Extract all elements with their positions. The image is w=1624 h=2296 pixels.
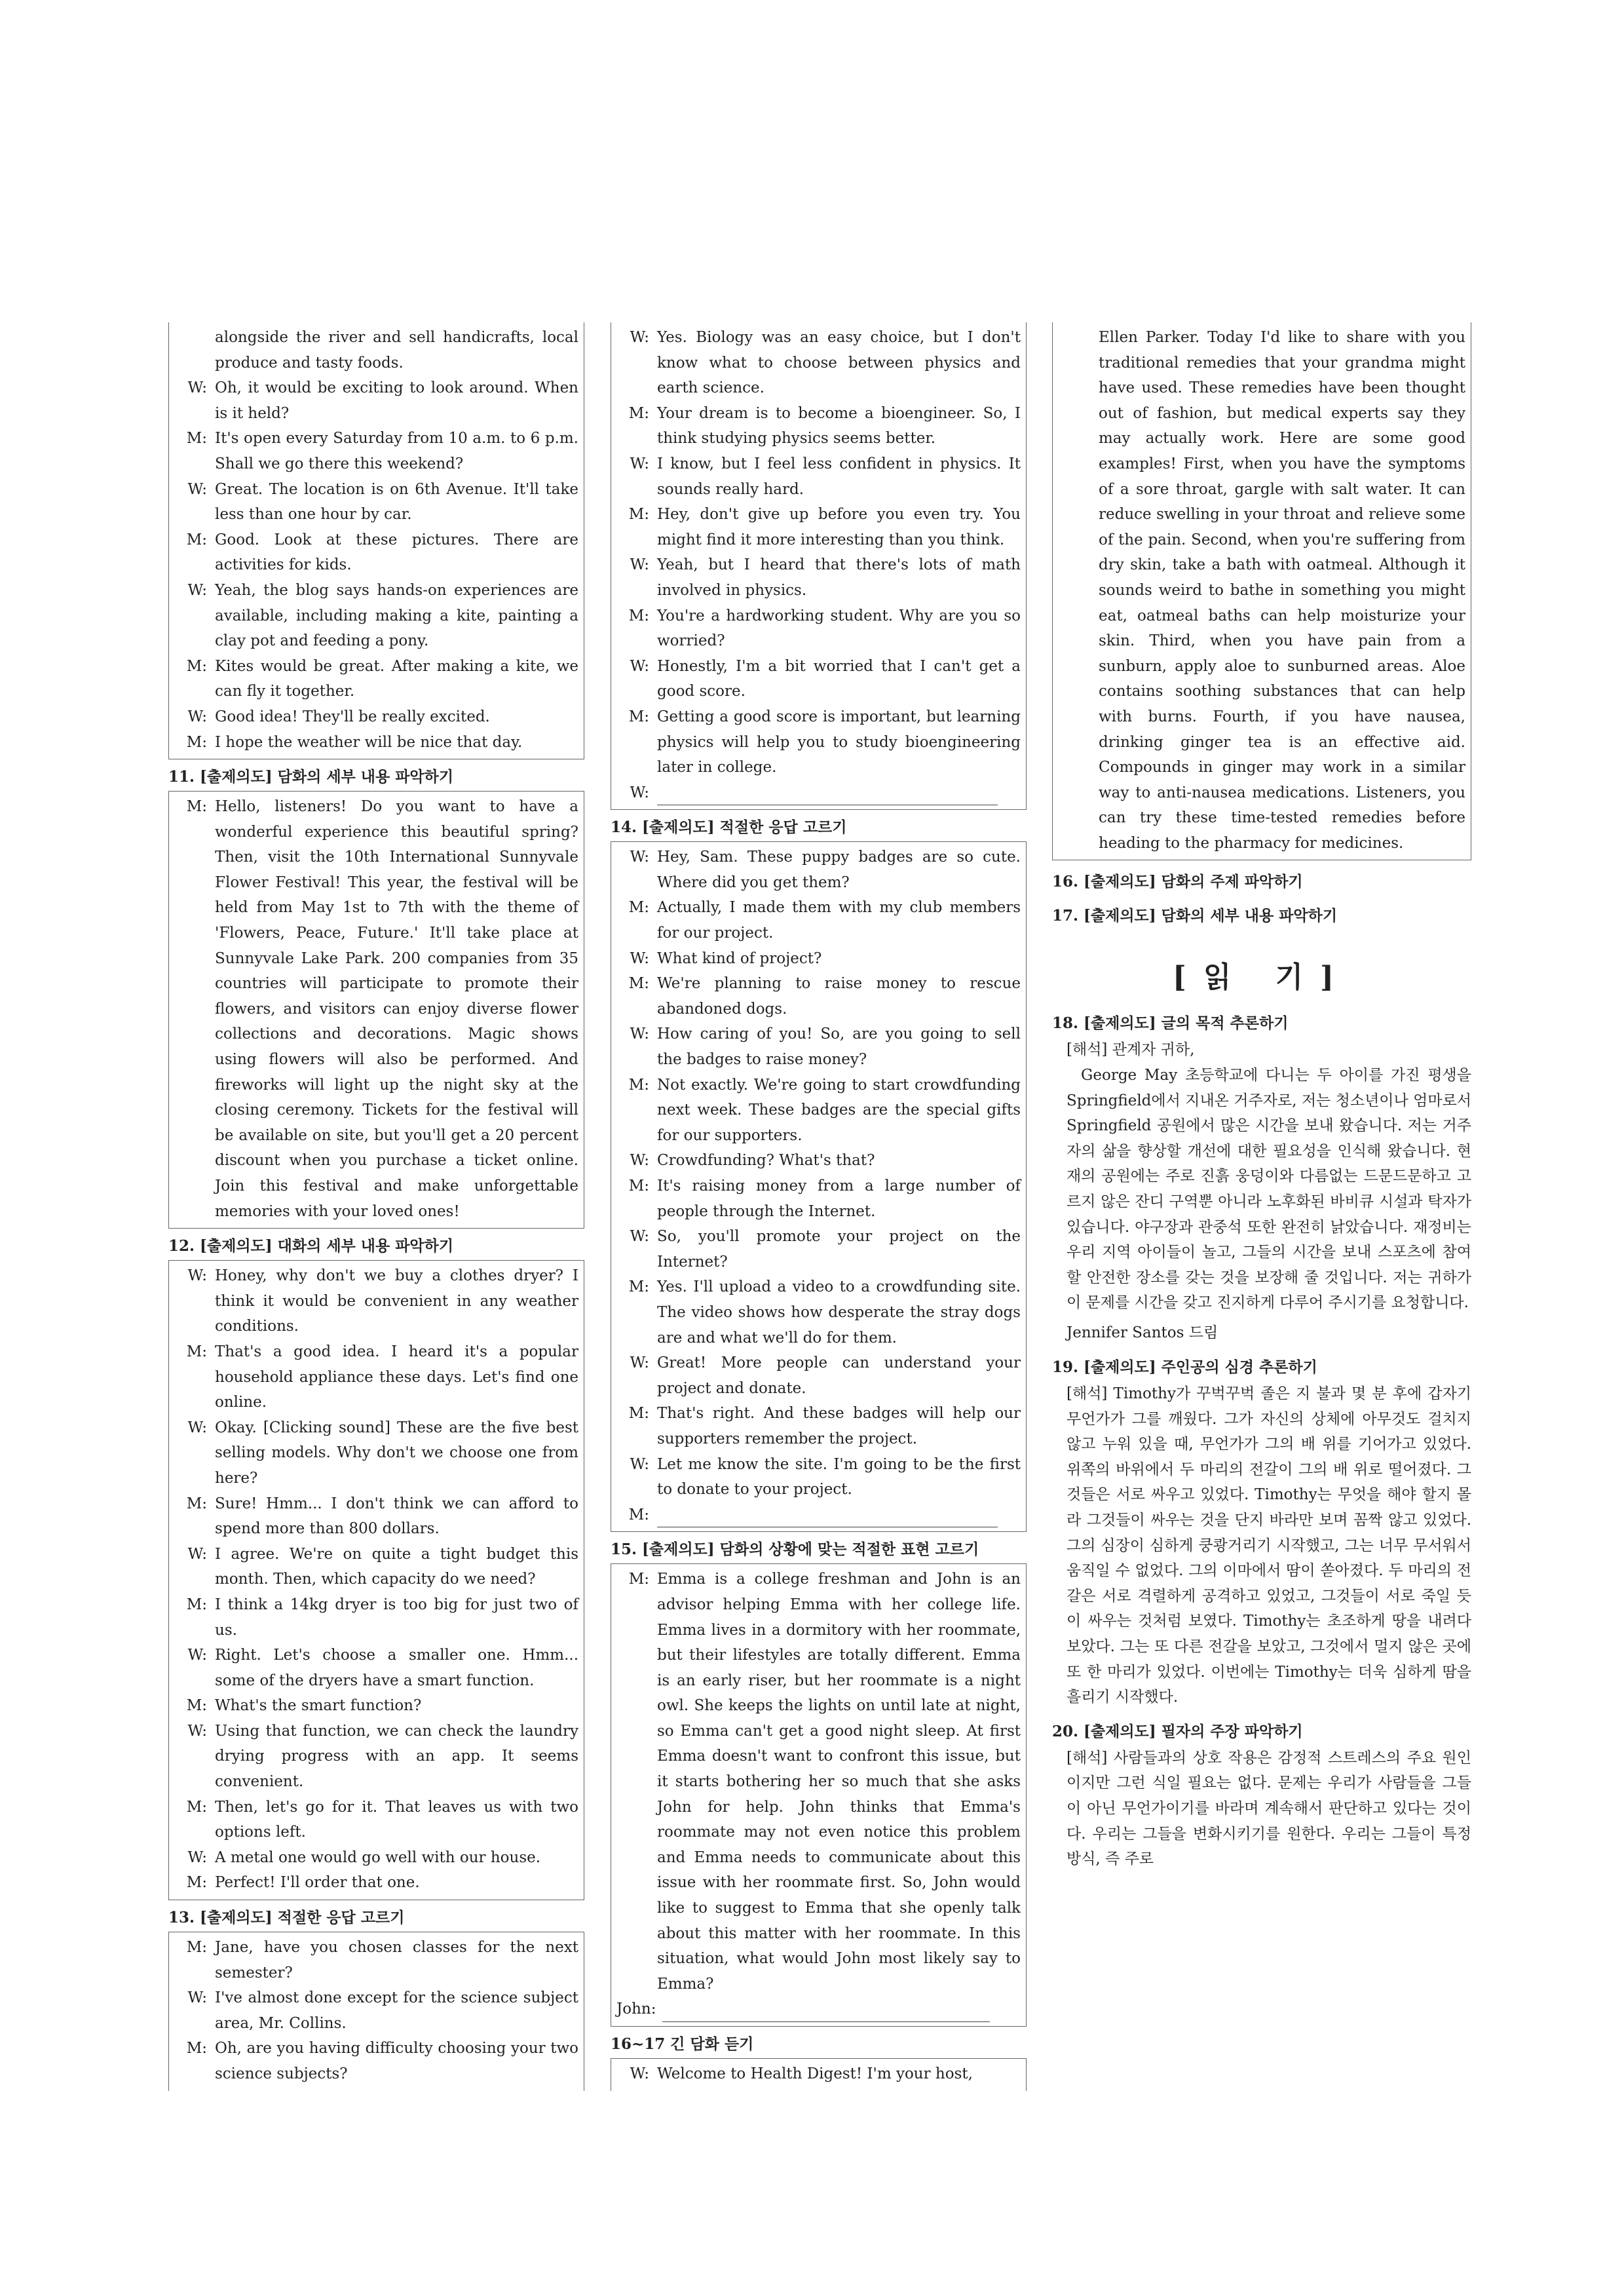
dialogue-text: How caring of you! So, are you going to sell the badges to raise money? bbox=[657, 1025, 1021, 1069]
dialogue-box-10 bbox=[168, 322, 584, 759]
column-right bbox=[1052, 322, 1471, 1872]
dialogue-line bbox=[616, 654, 1021, 704]
speaker-label: W: bbox=[630, 1455, 649, 1473]
dialogue-text: It's open every Saturday from 10 a.m. to 6 p.m. Shall we go there this weekend? bbox=[215, 430, 578, 472]
speaker-label: W: bbox=[630, 556, 649, 574]
dialogue-line bbox=[616, 552, 1021, 603]
speaker-label: M: bbox=[186, 1343, 207, 1360]
question-heading-11: 11. [출제의도] 담화의 세부 내용 파악하기 bbox=[168, 768, 454, 786]
question-heading-16-17: 16~17 긴 담화 듣기 bbox=[611, 2035, 754, 2053]
dialogue-text: What kind of project? bbox=[657, 949, 822, 967]
speaker-label: W: bbox=[630, 1354, 649, 1372]
speaker-label bbox=[1058, 325, 1099, 856]
dialogue-text: Good. Look at these pictures. There are activities for kids. bbox=[215, 531, 578, 574]
dialogue-box-14 bbox=[611, 841, 1027, 1532]
speaker-label: W: bbox=[187, 379, 207, 397]
dialogue-line bbox=[174, 1592, 578, 1643]
dialogue-line bbox=[616, 1174, 1021, 1224]
question-heading-14: 14. [출제의도] 적절한 응답 고르기 bbox=[611, 818, 847, 837]
dialogue-text: Not exactly. We're going to start crowdfunding next week. These badges are the special gifts for our supporters. bbox=[657, 1076, 1021, 1144]
dialogue-text: Yeah, but I heard that there's lots of math involved in physics. bbox=[657, 556, 1021, 599]
speaker-label: W: bbox=[187, 708, 207, 725]
speaker-label: M: bbox=[186, 1798, 207, 1816]
dialogue-text: What's the smart function? bbox=[215, 1697, 422, 1715]
speaker-label: M: bbox=[628, 506, 649, 524]
dialogue-text: Sure! Hmm... I don't think we can afford to spend more than 800 dollars. bbox=[215, 1495, 578, 1538]
dialogue-line bbox=[174, 325, 578, 375]
blank-line bbox=[662, 2007, 990, 2022]
dialogue-text: Hello, listeners! Do you want to have a wonderful experience this beautiful spring? Then, visit the 10th International Sunnyvale Flower Festival! This year, the festival will be held from May 1st to 7th with the theme of 'Flowers, Peace, Future.' It'll take place at Sunnyvale Lake Park. 200 companies from 35 countries will participate to promote their flowers, and visitors can enjoy diverse flower collections and decorations. Magic shows using flowers will also be performed. And fireworks will light up the night sky at the closing ceremony. Tickets for the festival will be available on site, but you'll get a 20 percent discount when you purchase a ticket online. Join this festival and make unforgettable memories with your loved ones! bbox=[215, 798, 578, 1220]
column-left bbox=[168, 322, 584, 2091]
answer-blank-13 bbox=[616, 780, 1021, 806]
dialogue-line bbox=[174, 426, 578, 476]
speaker-label: M: bbox=[628, 1506, 649, 1523]
dialogue-line bbox=[174, 1935, 578, 1985]
explanation-18-salutation: [해석] 관계자 귀하, bbox=[1067, 1041, 1195, 1059]
answer-blank-14 bbox=[616, 1502, 1021, 1528]
speaker-label: W: bbox=[187, 480, 207, 498]
dialogue-text: I've almost done except for the science subject area, Mr. Collins. bbox=[215, 1989, 578, 2032]
blank-line bbox=[657, 790, 998, 805]
speaker-label: W: bbox=[630, 657, 649, 675]
section-title-reading: [읽 기] bbox=[1173, 961, 1351, 995]
dialogue-line bbox=[616, 1452, 1021, 1502]
dialogue-line bbox=[616, 401, 1021, 451]
speaker-label: M: bbox=[628, 1076, 649, 1094]
speaker-label: M: bbox=[628, 404, 649, 422]
speaker-label: M: bbox=[186, 1874, 207, 1892]
dialogue-line bbox=[174, 477, 578, 527]
dialogue-text: Okay. [Clicking sound] These are the five best selling models. Why don't we choose one from here? bbox=[215, 1419, 578, 1487]
dialogue-line bbox=[616, 845, 1021, 895]
explanation-19: [해석] Timothy가 꾸벅꾸벅 졸은 지 불과 몇 분 후에 갑자기 무언가가 그를 깨웠다. 그가 자신의 상체에 아무것도 걸치지 않고 누워 있을 때, 무언가가 그의 배 위를 기어가고 있었다. 위쪽의 바위에서 두 마리의 전갈이 그의 배 위로 떨어졌다. 그것들은 서로 싸우고 있었다. Timothy는 무엇을 해야 할지 몰라 그것들이 싸우는 것을 단지 바라만 보며 꼼짝 않고 있었다. 그의 심장이 심하게 쿵쾅거리기 시작했고, 그는 너무 무서워서 움직일 수 없었다. 그의 이마에서 땀이 쏟아졌다. 두 마리의 전갈은 서로 격렬하게 공격하고 있었고, 그것들이 서로 죽일 듯이 싸우는 것처럼 보였다. Timothy는 초조하게 땅을 내려다보았다. 그는 또 다른 전갈을 보았고, 그것에서 멀지 않은 곳에 또 한 마리가 있었다. 이번에는 Timothy는 더욱 심하게 땀을 흘리기 시작했다. bbox=[1067, 1385, 1471, 1706]
speaker-label: M: bbox=[628, 1571, 649, 1588]
speaker-label: W: bbox=[187, 1647, 207, 1664]
speaker-label: M: bbox=[628, 975, 649, 993]
speaker-label: W: bbox=[187, 1545, 207, 1563]
dialogue-line bbox=[174, 1985, 578, 2036]
speaker-label: M: bbox=[628, 708, 649, 725]
dialogue-lines bbox=[616, 1567, 1021, 1997]
speaker-label: M: bbox=[628, 1405, 649, 1423]
dialogue-line bbox=[616, 1350, 1021, 1401]
dialogue-box-16-17-cont bbox=[1052, 322, 1471, 860]
speaker-label: W: bbox=[630, 329, 649, 346]
dialogue-line bbox=[174, 1845, 578, 1871]
speaker-label: M: bbox=[186, 1939, 207, 1957]
dialogue-line bbox=[1058, 325, 1465, 856]
dialogue-line bbox=[616, 1022, 1021, 1072]
speaker-label: M: bbox=[628, 1177, 649, 1195]
dialogue-line bbox=[174, 1870, 578, 1896]
explanation-18-body: George May 초등학교에 다니는 두 아이를 가진 평생을 Springfield에서 지내온 거주자로, 저는 청소년이나 엄마로서 Springfield 공원에서 많은 시간을 보내 왔습니다. 저는 거주자의 삶을 향상할 개선에 대한 필요성을 인식해 왔습니다. 현재의 공원에는 주로 진흙 웅덩이와 다름없는 드문드문하고 고르지 않은 잔디 구역뿐 아니라 노후화된 바비큐 시설과 탁자가 있습니다. 야구장과 관중석 또한 완전히 낡았습니다. 재정비는 우리 지역 아이들이 놀고, 그들의 시간을 보내 스포츠에 참여할 안전한 장소를 갖는 것을 보장해 줄 것입니다. 저는 귀하가 이 문제를 시간을 갖고 진지하게 다루어 주시기를 요청합니다. bbox=[1067, 1067, 1471, 1312]
speaker-label: W: bbox=[630, 2065, 649, 2082]
dialogue-box-13 bbox=[168, 1932, 584, 2091]
speaker-label: M: bbox=[186, 1596, 207, 1613]
dialogue-text: Hey, don't give up before you even try. You might find it more interesting than you think. bbox=[657, 506, 1021, 548]
speaker-label: W: bbox=[187, 1722, 207, 1740]
dialogue-text: We're planning to raise money to rescue abandoned dogs. bbox=[657, 975, 1021, 1018]
speaker-label: M: bbox=[186, 2040, 207, 2057]
speaker-label: W: bbox=[187, 581, 207, 599]
explanation-20: [해석] 사람들과의 상호 작용은 감정적 스트레스의 주요 원인이지만 그런 식일 필요는 없다. 문제는 우리가 사람들을 그들이 아닌 무언가이기를 바라며 계속해서 판단하고 있다는 것이다. 우리는 그들을 변화시키기를 원한다. 우리는 그들이 특정 방식, 즉 주로 bbox=[1067, 1749, 1471, 1868]
dialogue-line bbox=[174, 730, 578, 756]
dialogue-box-15 bbox=[611, 1563, 1027, 2027]
speaker-label: M: bbox=[186, 1495, 207, 1512]
speaker-label: M: bbox=[628, 1278, 649, 1296]
dialogue-line bbox=[616, 1073, 1021, 1149]
dialogue-line bbox=[174, 794, 578, 1224]
dialogue-text: Welcome to Health Digest! I'm your host, bbox=[657, 2065, 973, 2082]
dialogue-text: Hey, Sam. These puppy badges are so cute. Where did you get them? bbox=[657, 849, 1021, 891]
speaker-label: W: bbox=[630, 1228, 649, 1246]
answer-blank-15 bbox=[616, 1997, 1021, 2022]
dialogue-text: I hope the weather will be nice that day. bbox=[215, 733, 523, 751]
dialogue-text: Right. Let's choose a smaller one. Hmm... some of the dryers have a smart function. bbox=[215, 1647, 578, 1689]
dialogue-line bbox=[616, 451, 1021, 502]
dialogue-line bbox=[616, 2061, 1021, 2087]
dialogue-text: Yeah, the blog says hands-on experiences are available, including making a kite, painting a clay pot and feeding a pony. bbox=[215, 581, 578, 650]
dialogue-line bbox=[616, 325, 1021, 401]
dialogue-line bbox=[616, 1567, 1021, 1997]
speaker-label: M: bbox=[186, 798, 207, 816]
dialogue-text: That's right. And these badges will help our supporters remember the project. bbox=[657, 1405, 1021, 1447]
question-heading-16: 16. [출제의도] 담화의 주제 파악하기 bbox=[1052, 873, 1303, 891]
dialogue-line bbox=[616, 1401, 1021, 1451]
dialogue-line bbox=[616, 502, 1021, 552]
dialogue-line bbox=[616, 1148, 1021, 1174]
dialogue-text: You're a hardworking student. Why are you so worried? bbox=[657, 607, 1021, 650]
speaker-label bbox=[174, 325, 215, 375]
question-heading-19: 19. [출제의도] 주인공의 심경 추론하기 bbox=[1052, 1358, 1317, 1376]
dialogue-text: Jane, have you chosen classes for the next semester? bbox=[215, 1939, 578, 1981]
dialogue-line bbox=[616, 603, 1021, 654]
speaker-label: W: bbox=[630, 455, 649, 472]
speaker-label: M: bbox=[186, 1697, 207, 1715]
dialogue-lines bbox=[616, 325, 1021, 780]
dialogue-line bbox=[174, 1719, 578, 1795]
question-heading-20: 20. [출제의도] 필자의 주장 파악하기 bbox=[1052, 1722, 1303, 1740]
speaker-label: M: bbox=[186, 657, 207, 675]
speaker-label: W: bbox=[187, 1267, 207, 1285]
dialogue-text: I agree. We're on quite a tight budget this month. Then, which capacity do we need? bbox=[215, 1545, 578, 1588]
dialogue-box-11 bbox=[168, 791, 584, 1229]
dialogue-line bbox=[616, 971, 1021, 1022]
dialogue-line bbox=[174, 1643, 578, 1693]
speaker-label: John: bbox=[616, 2000, 656, 2018]
question-heading-15: 15. [출제의도] 담화의 상황에 맞는 적절한 표현 고르기 bbox=[611, 1540, 979, 1559]
dialogue-text: A metal one would go well with our house. bbox=[215, 1848, 541, 1866]
question-heading-18: 18. [출제의도] 글의 목적 추론하기 bbox=[1052, 1014, 1289, 1033]
dialogue-text: Ellen Parker. Today I'd like to share with you traditional remedies that your grandma might have used. These remedies have been thought out of fashion, but medical experts say they may actually work. Here are some good examples! First, when you have the symptoms of a sore throat, gargle with salt water. It can reduce swelling in your throat and relieve some of the pain. Second, when you're suffering from dry skin, take a bath with oatmeal. Although it sounds weird to bathe in something you might eat, oatmeal baths can help moisturize your skin. Third, when you have pain from a sunburn, apply aloe to sunburned areas. Aloe contains soothing substances that can help with burns. Fourth, if you have nausea, drinking ginger tea is an effective aid. Compounds in ginger may work in a similar way to anti-nausea medications. Listeners, you can try these time-tested remedies before heading to the pharmacy for medicines. bbox=[1099, 329, 1465, 852]
question-heading-13: 13. [출제의도] 적절한 응답 고르기 bbox=[168, 1909, 405, 1927]
question-heading-12: 12. [출제의도] 대화의 세부 내용 파악하기 bbox=[168, 1237, 454, 1255]
dialogue-line bbox=[174, 1415, 578, 1491]
dialogue-line bbox=[616, 946, 1021, 972]
dialogue-text: Good idea! They'll be really excited. bbox=[215, 708, 490, 725]
dialogue-line bbox=[174, 1542, 578, 1592]
speaker-label: W: bbox=[187, 1419, 207, 1436]
dialogue-text: It's raising money from a large number of people through the Internet. bbox=[657, 1177, 1021, 1220]
dialogue-text: Using that function, we can check the laundry drying progress with an app. It seems convenient. bbox=[215, 1722, 578, 1791]
dialogue-text: Kites would be great. After making a kite, we can fly it together. bbox=[215, 657, 578, 700]
dialogue-text: Then, let's go for it. That leaves us with two options left. bbox=[215, 1798, 578, 1841]
dialogue-line bbox=[174, 1491, 578, 1542]
dialogue-text: Getting a good score is important, but learning physics will help you to study bioengineering later in college. bbox=[657, 708, 1021, 776]
dialogue-text: So, you'll promote your project on the Internet? bbox=[657, 1228, 1021, 1271]
dialogue-box-13-cont bbox=[611, 322, 1027, 810]
dialogue-text: Great. The location is on 6th Avenue. It'll take less than one hour by car. bbox=[215, 480, 578, 524]
dialogue-line bbox=[174, 2036, 578, 2086]
dialogue-text: I think a 14kg dryer is too big for just two of us. bbox=[215, 1596, 578, 1639]
dialogue-lines bbox=[616, 845, 1021, 1502]
dialogue-text: Great! More people can understand your project and donate. bbox=[657, 1354, 1021, 1397]
dialogue-line bbox=[174, 375, 578, 426]
dialogue-text: Let me know the site. I'm going to be the first to donate to your project. bbox=[657, 1455, 1021, 1499]
speaker-label: W: bbox=[630, 849, 649, 866]
dialogue-text: Yes. Biology was an easy choice, but I don't know what to choose between physics and earth science. bbox=[657, 329, 1021, 397]
dialogue-line bbox=[616, 895, 1021, 946]
column-middle bbox=[611, 322, 1027, 2091]
speaker-label: M: bbox=[628, 607, 649, 624]
dialogue-text: Actually, I made them with my club members for our project. bbox=[657, 899, 1021, 942]
dialogue-line bbox=[174, 578, 578, 654]
dialogue-line bbox=[174, 1795, 578, 1845]
dialogue-text: Oh, are you having difficulty choosing your two science subjects? bbox=[215, 2040, 578, 2082]
dialogue-line bbox=[174, 1693, 578, 1719]
dialogue-line bbox=[174, 527, 578, 578]
dialogue-text: Emma is a college freshman and John is an advisor helping Emma with her college life. Emma lives in a dormitory with her roommate, but their lifestyles are totally different. Emma is an early riser, but her roommate is a night owl. She keeps the lights on until late at night, so Emma can't get a good night sleep. At first Emma doesn't want to confront this issue, but it starts bothering her so much that she asks John for help. John thinks that Emma's roommate may not even notice this problem and Emma needs to communicate about this issue with her roommate first. So, John would like to suggest to Emma that she openly talk about this matter with her roommate. In this situation, what would John most likely say to Emma? bbox=[657, 1571, 1021, 1993]
speaker-label: W: bbox=[630, 1152, 649, 1170]
dialogue-text: I know, but I feel less confident in physics. It sounds really hard. bbox=[657, 455, 1021, 498]
explanation-18-signature: Jennifer Santos 드림 bbox=[1067, 1324, 1218, 1341]
dialogue-line bbox=[174, 1339, 578, 1415]
dialogue-line bbox=[616, 1224, 1021, 1274]
speaker-label: M: bbox=[628, 899, 649, 917]
dialogue-text: Honey, why don't we buy a clothes dryer? I think it would be convenient in any weather conditions. bbox=[215, 1267, 578, 1335]
speaker-label: W: bbox=[630, 1025, 649, 1043]
speaker-label: W: bbox=[630, 949, 649, 967]
dialogue-line bbox=[616, 704, 1021, 780]
dialogue-line bbox=[616, 1274, 1021, 1350]
dialogue-box-16-17 bbox=[611, 2058, 1027, 2091]
speaker-label: M: bbox=[186, 733, 207, 751]
dialogue-text: That's a good idea. I heard it's a popular household appliance these days. Let's find one online. bbox=[215, 1343, 578, 1411]
blank-line bbox=[657, 1512, 998, 1527]
dialogue-text: Perfect! I'll order that one. bbox=[215, 1874, 420, 1892]
dialogue-text: Honestly, I'm a bit worried that I can't get a good score. bbox=[657, 657, 1021, 700]
dialogue-text: Crowdfunding? What's that? bbox=[657, 1152, 875, 1170]
question-heading-17: 17. [출제의도] 담화의 세부 내용 파악하기 bbox=[1052, 907, 1338, 925]
dialogue-line bbox=[174, 1263, 578, 1339]
dialogue-text: Yes. I'll upload a video to a crowdfunding site. The video shows how desperate the stray dogs are and what we'll do for them. bbox=[657, 1278, 1021, 1347]
dialogue-line bbox=[174, 704, 578, 730]
speaker-label: W: bbox=[187, 1989, 207, 2007]
dialogue-text: Your dream is to become a bioengineer. So, I think studying physics seems better. bbox=[657, 404, 1021, 448]
dialogue-line bbox=[174, 654, 578, 704]
dialogue-box-12 bbox=[168, 1260, 584, 1900]
dialogue-text: alongside the river and sell handicrafts, local produce and tasty foods. bbox=[215, 329, 578, 372]
speaker-label: M: bbox=[186, 531, 207, 548]
speaker-label: M: bbox=[186, 430, 207, 448]
dialogue-text: Oh, it would be exciting to look around. When is it held? bbox=[215, 379, 578, 422]
speaker-label: W: bbox=[630, 784, 649, 801]
speaker-label: W: bbox=[187, 1848, 207, 1866]
